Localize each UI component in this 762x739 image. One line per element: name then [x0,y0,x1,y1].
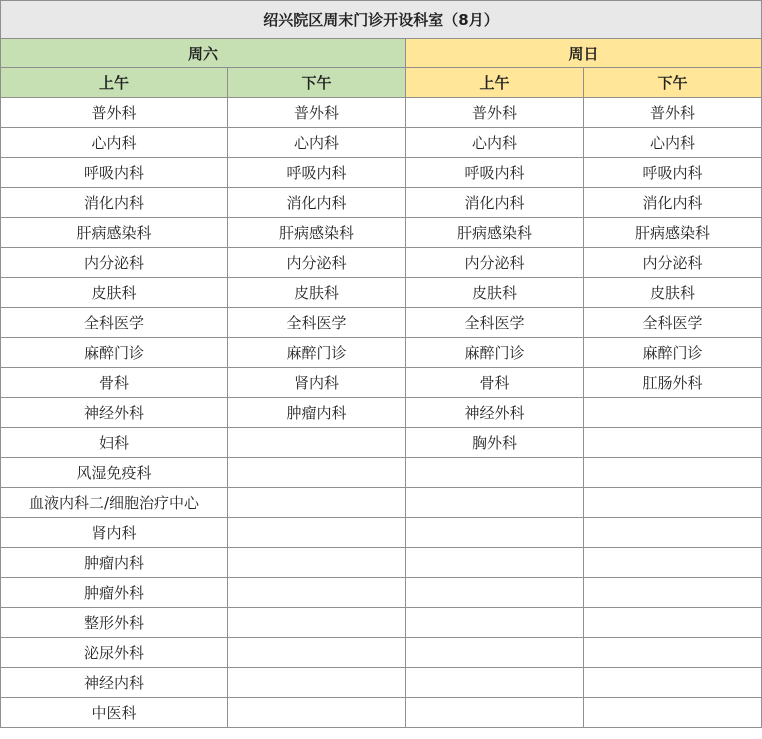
table-row [1,578,762,608]
saturday-afternoon-cell: 肝病感染科 [228,218,406,248]
saturday-afternoon-cell: 呼吸内科 [228,158,406,188]
sunday-morning-header: 上午 [406,68,584,98]
sunday-morning-cell: 呼吸内科 [406,158,584,188]
title-row [1,1,762,39]
sunday-afternoon-cell [584,698,762,728]
sunday-morning-cell: 内分泌科 [406,248,584,278]
table-row [1,98,762,128]
sunday-afternoon-cell: 麻醉门诊 [584,338,762,368]
table-row [1,548,762,578]
table-row [1,698,762,728]
saturday-morning-cell: 风湿免疫科 [1,458,228,488]
table-row [1,428,762,458]
table-row [1,308,762,338]
saturday-afternoon-cell [228,428,406,458]
table-row [1,488,762,518]
sunday-afternoon-cell [584,488,762,518]
table-row [1,398,762,428]
sunday-afternoon-cell [584,608,762,638]
sunday-afternoon-cell [584,398,762,428]
saturday-morning-cell: 泌尿外科 [1,638,228,668]
schedule-body [1,1,762,728]
sunday-afternoon-cell [584,668,762,698]
saturday-afternoon-cell [228,668,406,698]
sunday-afternoon-cell: 呼吸内科 [584,158,762,188]
table-row [1,338,762,368]
sunday-afternoon-cell [584,518,762,548]
saturday-morning-cell: 整形外科 [1,608,228,638]
sunday-afternoon-cell: 消化内科 [584,188,762,218]
saturday-morning-cell: 妇科 [1,428,228,458]
saturday-afternoon-cell: 普外科 [228,98,406,128]
saturday-afternoon-cell: 内分泌科 [228,248,406,278]
saturday-afternoon-cell: 全科医学 [228,308,406,338]
saturday-afternoon-cell [228,518,406,548]
saturday-morning-cell: 皮肤科 [1,278,228,308]
saturday-afternoon-cell: 麻醉门诊 [228,338,406,368]
table-row [1,158,762,188]
table-row [1,218,762,248]
sunday-afternoon-cell [584,638,762,668]
sunday-afternoon-cell [584,458,762,488]
table-row [1,278,762,308]
sunday-afternoon-cell [584,578,762,608]
saturday-morning-cell: 肿瘤内科 [1,548,228,578]
table-row [1,458,762,488]
sunday-header: 周日 [406,39,762,68]
saturday-morning-cell: 肿瘤外科 [1,578,228,608]
saturday-afternoon-cell [228,458,406,488]
saturday-afternoon-cell [228,638,406,668]
sunday-afternoon-cell: 内分泌科 [584,248,762,278]
saturday-afternoon-cell: 皮肤科 [228,278,406,308]
sunday-morning-cell [406,668,584,698]
sunday-morning-cell: 肝病感染科 [406,218,584,248]
saturday-afternoon-cell [228,488,406,518]
day-header-row [1,39,762,68]
sunday-afternoon-cell: 肛肠外科 [584,368,762,398]
saturday-afternoon-cell: 消化内科 [228,188,406,218]
sunday-morning-cell: 全科医学 [406,308,584,338]
sunday-morning-cell: 骨科 [406,368,584,398]
saturday-morning-cell: 内分泌科 [1,248,228,278]
sunday-afternoon-cell: 肝病感染科 [584,218,762,248]
saturday-morning-cell: 血液内科二/细胞治疗中心 [1,488,228,518]
table-row [1,188,762,218]
sunday-afternoon-cell: 心内科 [584,128,762,158]
page-title: 绍兴院区周末门诊开设科室（8月） [1,1,762,39]
sunday-morning-cell [406,458,584,488]
sunday-morning-cell: 胸外科 [406,428,584,458]
sunday-morning-cell: 神经外科 [406,398,584,428]
saturday-afternoon-cell [228,548,406,578]
table-row [1,668,762,698]
period-header-row [1,68,762,98]
saturday-afternoon-cell [228,608,406,638]
saturday-morning-header: 上午 [1,68,228,98]
sunday-afternoon-cell: 普外科 [584,98,762,128]
saturday-morning-cell: 神经内科 [1,668,228,698]
sunday-morning-cell [406,578,584,608]
saturday-afternoon-cell [228,578,406,608]
table-row [1,638,762,668]
sunday-afternoon-cell: 全科医学 [584,308,762,338]
saturday-header: 周六 [1,39,406,68]
sunday-morning-cell: 皮肤科 [406,278,584,308]
saturday-morning-cell: 呼吸内科 [1,158,228,188]
sunday-morning-cell [406,518,584,548]
saturday-morning-cell: 普外科 [1,98,228,128]
sunday-afternoon-cell: 皮肤科 [584,278,762,308]
sunday-afternoon-cell [584,548,762,578]
saturday-afternoon-cell: 心内科 [228,128,406,158]
saturday-afternoon-header: 下午 [228,68,406,98]
saturday-morning-cell: 消化内科 [1,188,228,218]
table-row [1,518,762,548]
sunday-morning-cell: 消化内科 [406,188,584,218]
sunday-morning-cell [406,488,584,518]
saturday-morning-cell: 肝病感染科 [1,218,228,248]
table-row [1,128,762,158]
saturday-morning-cell: 麻醉门诊 [1,338,228,368]
sunday-morning-cell [406,548,584,578]
table-row [1,608,762,638]
sunday-afternoon-cell [584,428,762,458]
sunday-morning-cell [406,698,584,728]
sunday-morning-cell: 普外科 [406,98,584,128]
sunday-morning-cell: 心内科 [406,128,584,158]
saturday-morning-cell: 肾内科 [1,518,228,548]
saturday-morning-cell: 全科医学 [1,308,228,338]
table-row [1,248,762,278]
saturday-morning-cell: 骨科 [1,368,228,398]
sunday-morning-cell [406,638,584,668]
saturday-afternoon-cell: 肿瘤内科 [228,398,406,428]
saturday-afternoon-cell: 肾内科 [228,368,406,398]
sunday-afternoon-header: 下午 [584,68,762,98]
saturday-afternoon-cell [228,698,406,728]
saturday-morning-cell: 心内科 [1,128,228,158]
saturday-morning-cell: 神经外科 [1,398,228,428]
table-row [1,368,762,398]
sunday-morning-cell: 麻醉门诊 [406,338,584,368]
sunday-morning-cell [406,608,584,638]
saturday-morning-cell: 中医科 [1,698,228,728]
